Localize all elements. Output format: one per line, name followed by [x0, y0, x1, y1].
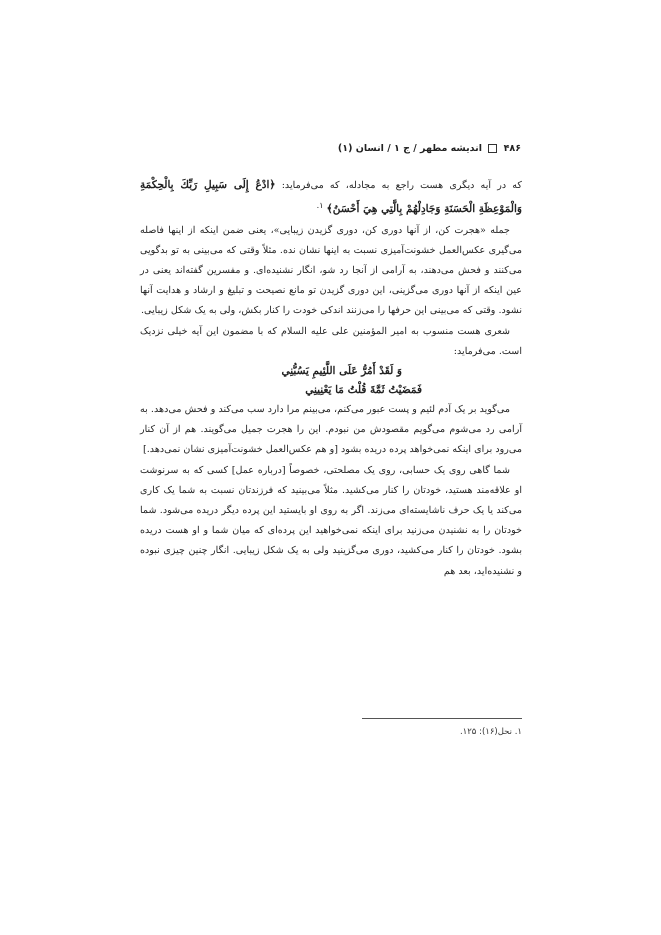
body-text: [140, 175, 522, 582]
square-bullet-icon: [488, 144, 497, 153]
running-header: [140, 143, 521, 154]
footnote: ۱. نحل(۱۶): ۱۲۵.: [459, 727, 522, 737]
paragraph: جمله «هجرت کن، از آنها دوری کن، دوری گزیدن زیبایی»، یعنی ضمن اینکه از اینها فاصله می‌گیری عکس‌العمل خشونت‌آمیزی نسبت به اینها نشان نده. مثلاً وقتی که می‌بینی به تو بدگویی می‌کنند و فحش می‌دهند، به آرامی از آنجا رد شو، انگار نشنیده‌ای. و مفسرین گفته‌اند یعنی در عین اینکه از آنها دوری می‌گزینی، این دوری گزیدن تو مانع نصیحت و تبلیغ و ارشاد و هدایت آنها نشود. وقتی که می‌بینی این حرفها را می‌زنند اندکی خودت را کنار بکش، ولی به یک شکل زیبایی.: [140, 224, 522, 317]
poem-line: وَ لَقَدْ أَمُرُّ عَلَى اللَّئِيمِ يَسُبُّنِي: [281, 365, 402, 378]
paragraph: می‌گوید بر یک آدم لئیم و پست عبور می‌کنم، می‌بینم مرا دارد سب می‌کند و فحش می‌دهد. به آرامی رد می‌شوم می‌گویم مقصودش من نبودم. این را هجرت جمیل می‌گویند. هم از آن کنار می‌رود برای اینکه نمی‌خواهد پرده دریده بشود [و هم عکس‌العمل خشونت‌آمیزی نشان نمی‌دهد.]: [140, 404, 522, 456]
paragraph: شما گاهی روی یک حسابی، روی یک مصلحتی، خصوصاً [درباره عمل] کسی که به سرنوشت او علاقه‌مند هستید، خودتان را کنار می‌کشید. مثلاً می‌بینید که فرزندتان نسبت به شما یک کاری می‌کند یا یک حرف ناشایسته‌ای می‌زند. اگر به روی او بایستید این پرده دیگر دریده می‌شود. شما خودتان را به نشنیدن می‌زنید برای اینکه نمی‌خواهید این پرده‌ای که میان شما و او هست دریده بشود. خودتان را کنار می‌کشید، دوری می‌گزینید ولی به یک شکل زیبایی. انگار چنین چیزی نبوده و نشنیده‌اید، بعد هم: [140, 464, 522, 577]
paragraph: که در آیه دیگری هست راجع به مجادله، که می‌فرماید: ﴿ادْعُ إِلَى سَبِيلِ رَبِّكَ بِالْحِكْمَةِ وَالْمَوْعِظَةِ الْحَسَنَةِ وَجَادِلْهُمْ بِالَّتِي هِيَ أَحْسَنُ﴾ $^{۱.}$: [140, 179, 522, 216]
page-number: ۴۸۶: [503, 143, 521, 154]
quran-verse: ﴿ادْعُ إِلَى سَبِيلِ رَبِّكَ بِالْحِكْمَةِ وَالْمَوْعِظَةِ الْحَسَنَةِ وَجَادِلْهُمْ بِالَّتِي هِيَ أَحْسَنُ﴾: [140, 179, 522, 216]
footnote-divider: [362, 718, 522, 719]
paragraph: شعری هست منسوب به امیر المؤمنین علی علیه السلام که با مضمون این آیه خیلی نزدیک است. می‌فرماید:: [140, 325, 522, 357]
book-title: اندیشه مطهر / ج ۱ / انسان (۱): [337, 143, 482, 154]
footnote-marker: ۱.: [316, 201, 324, 211]
poem-line: فَمَضَيْتُ ثَمَّةَ قُلْتُ مَا يَعْنِينِي: [305, 384, 422, 397]
poem: [140, 362, 522, 400]
